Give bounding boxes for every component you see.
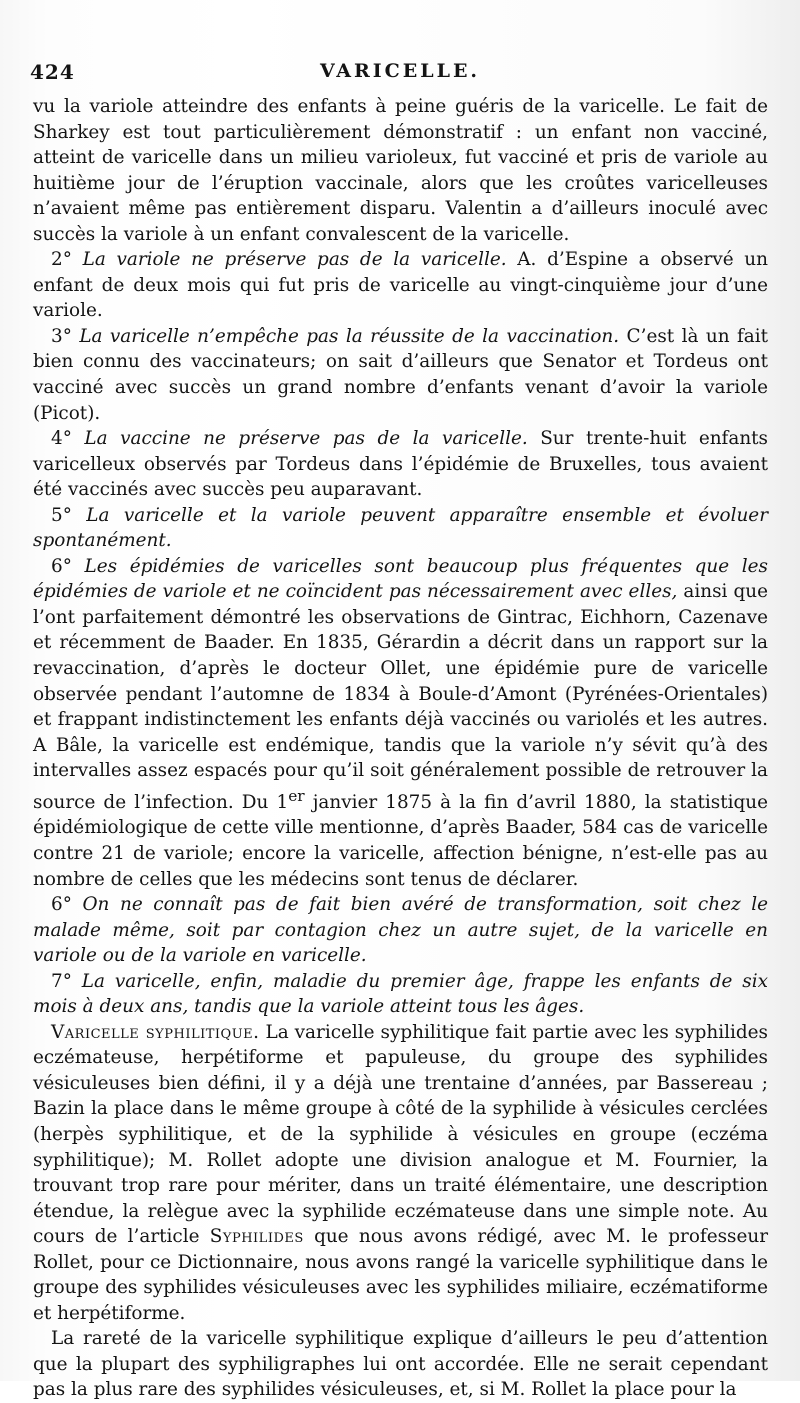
section-text: La varicelle syphilitique fait partie avec les syphilides eczémateuse, herpétiforme et papuleuse, du groupe des syphilides vésiculeuses bien défini, il y a déjà une trentaine d’années, par Bassereau ; Bazin la place dans le même groupe à côté de la syphilide à vésicules cerclées (herpès syphilitique, et de la syphilide à vésicules en groupe (eczéma syphilitique); M. Rollet adopte une division analogue et M. Fournier, la trouvant trop rare pour mériter, dans un traité élémentaire, une description étendue, la relègue avec la syphilide eczémateuse dans une simple note. Au cours de l’article xyxy=(33,1021,768,1248)
paragraph-section-varicelle-syphilitique xyxy=(33,1020,768,1327)
paragraph-final: La rareté de la varicelle syphilitique explique d’ailleurs le peu d’attention que la plupart des syphiligraphes lui ont accordée. Elle ne serait cependant pas la plus rare des syphilides vésiculeuses, et, si M. Rollet la place pour la xyxy=(33,1328,768,1401)
date-superscript: er xyxy=(288,786,305,805)
point-number: 6° xyxy=(51,894,83,916)
point-heading: La varicelle n’empêche pas la réussite de la vaccination. xyxy=(79,325,620,347)
section-text-continued: que nous avons rédigé, avec M. le professeur Rollet, pour ce Dictionnaire, nous avons rangé la varicelle syphilitique dans le groupe des syphilides vésiculeuses avec les syphilides miliaire, eczématiforme et herpétiforme. xyxy=(33,1226,768,1324)
point-number: 2° xyxy=(51,249,83,271)
paragraph-continuation: vu la variole atteindre des enfants à peine guéris de la varicelle. Le fait de Sharkey est tout particulièrement démonstratif : un enfant non vacciné, atteint de varicelle dans un milieu varioleux, fut vacciné et pris de variole au huitième jour de l’éruption vaccinale, alors que les croûtes varicelleuses n’avaient même pas entièrement disparu. Valentin a d’ailleurs inoculé avec succès la variole à un enfant convalescent de la varicelle. xyxy=(33,96,768,245)
section-heading: Varicelle syphilitique. xyxy=(51,1021,260,1043)
point-number: 5° xyxy=(51,504,87,526)
paragraph-point-5 xyxy=(33,503,768,554)
paragraph-point-3 xyxy=(33,324,768,426)
paragraph-point-2 xyxy=(33,247,768,324)
cross-reference: Syphilides xyxy=(209,1226,304,1248)
point-text-continued: janvier 1875 à la fin d’avril 1880, la statistique épidémiologique de cette ville mentionne, d’après Baader, 584 cas de varicelle contre 21 de variole; encore la varicelle, affection bénigne, n’est-elle pas au nombre de celles que les médecins sont tenus de déclarer. xyxy=(33,791,769,890)
date-number: 1 xyxy=(276,791,289,813)
point-heading: La vaccine ne préserve pas de la varicelle. xyxy=(84,428,528,450)
point-number: 7° xyxy=(51,970,82,992)
point-heading: On ne connaît pas de fait bien avéré de transformation, soit chez le malade même, soit par contagion chez un autre sujet, de la varicelle en variole ou de la variole en varicelle. xyxy=(33,894,768,967)
running-title: VARICELLE. xyxy=(319,60,481,82)
point-heading: La varicelle et la variole peuvent apparaître ensemble et évoluer spontanément. xyxy=(33,504,768,552)
point-number: 3° xyxy=(51,325,80,347)
point-heading: La varicelle, enfin, maladie du premier âge, frappe les enfants de six mois à deux ans, tandis que la variole atteint tous les âges. xyxy=(33,970,768,1018)
body-text xyxy=(33,94,768,1403)
point-number: 6° xyxy=(51,555,85,577)
paragraph-point-6b xyxy=(33,892,768,969)
paragraph-point-6 xyxy=(33,554,768,892)
point-heading: La variole ne préserve pas de la varicelle. xyxy=(82,249,507,271)
point-heading: Les épidémies de varicelles sont beaucoup plus fréquentes que les épidémies de variole et ne coïncident pas nécessairement avec elles, xyxy=(33,555,768,603)
paragraph-point-4 xyxy=(33,426,768,503)
paragraph-point-7 xyxy=(33,969,768,1020)
page-number: 424 xyxy=(30,60,75,84)
point-text: A. d’Espine a observé un enfant de deux mois qui fut pris de varicelle au vingt-cinquième jour d’une variole. xyxy=(33,249,768,322)
point-text: ainsi que l’ont parfaitement démontré les observations de Gintrac, Eichhorn, Cazenave et récemment de Baader. En 1835, Gérardin a décrit dans un rapport sur la revaccination, d’après le docteur Ollet, une épidémie pure de varicelle observée pendant l’automne de 1834 à Boule-d’Amont (Pyrénées-Orientales) et frappant indistinctement les enfants déjà vaccinés ou variolés et les autres. A Bâle, la varicelle est endémique, tandis que la variole n’y sévit qu’à des intervalles assez espacés pour qu’il soit généralement possible de retrouver la source de l’infection. Du xyxy=(33,581,768,813)
page-header xyxy=(30,60,770,90)
point-text: C’est là un fait bien connu des vaccinateurs; on sait d’ailleurs que Senator et Tordeus ont vacciné avec succès un grand nombre d’enfants venant d’avoir la variole (Picot). xyxy=(33,325,768,424)
point-text: Sur trente-huit enfants varicelleux observés par Tordeus dans l’épidémie de Bruxelles, tous avaient été vaccinés avec succès peu auparavant. xyxy=(33,428,768,501)
point-number: 4° xyxy=(51,428,85,450)
